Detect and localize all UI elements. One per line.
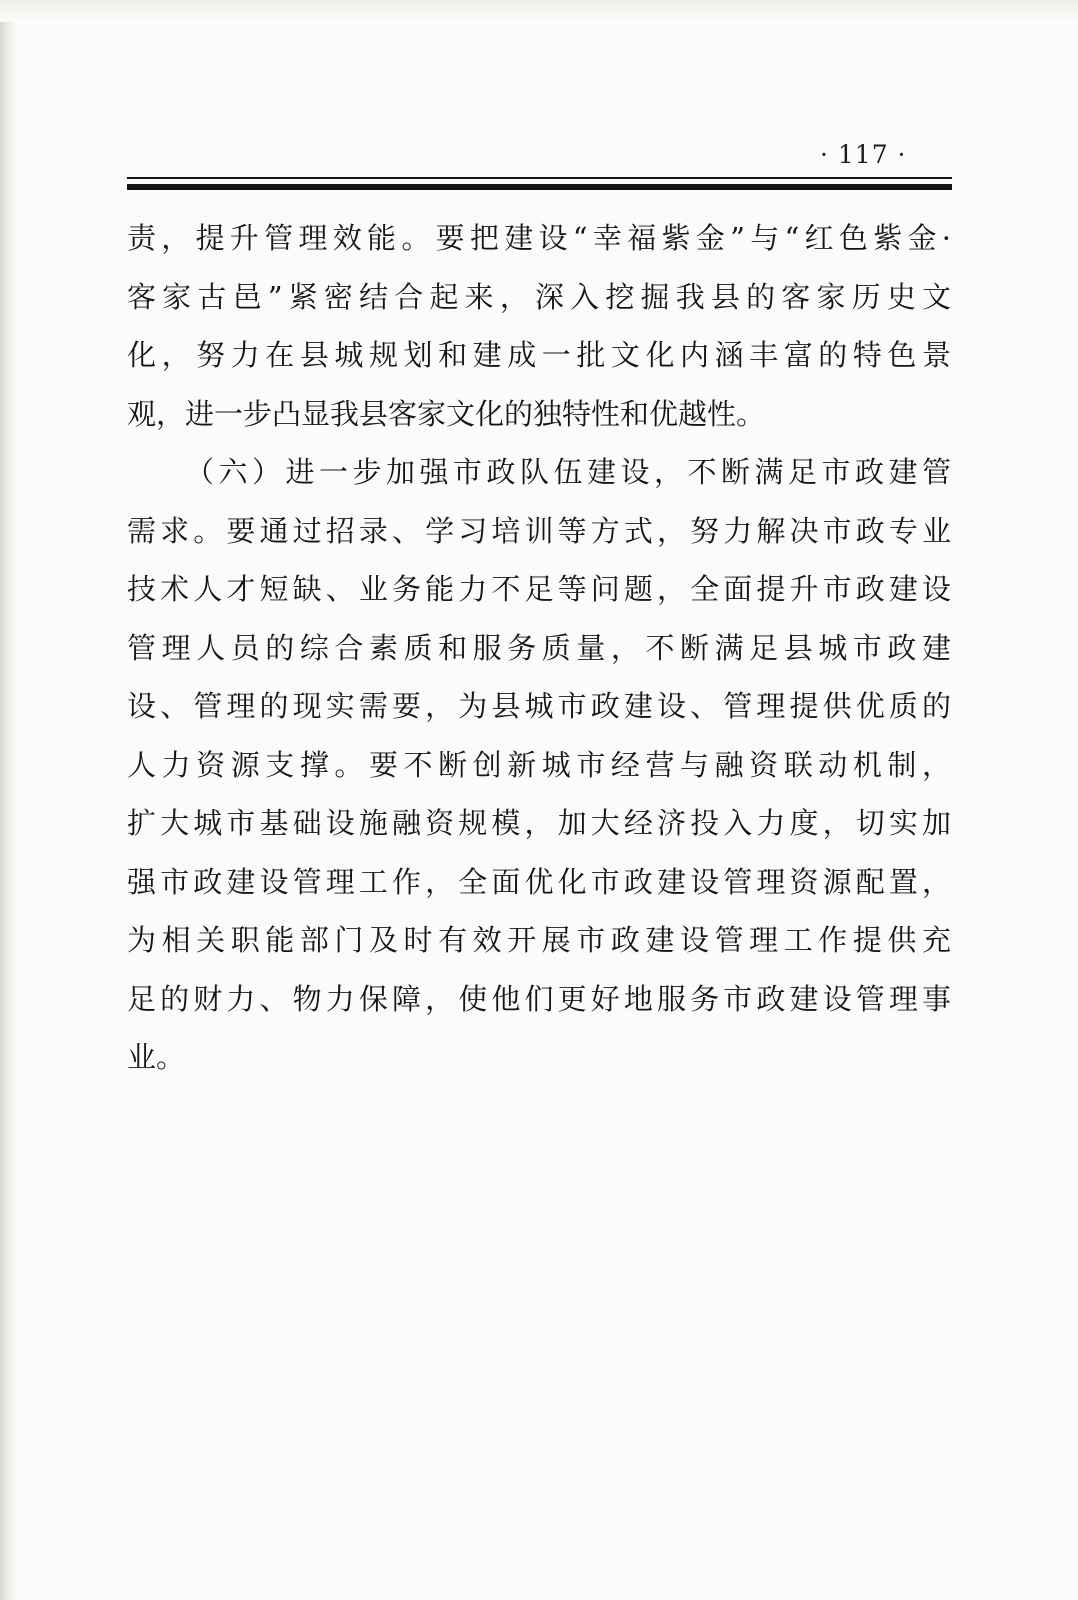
text-line: 技术人才短缺、业务能力不足等问题，全面提升市政建设 [127,572,951,606]
scan-shadow-top [0,0,1078,22]
page-number: · 117 · [820,140,907,169]
text-line: 需求。要通过招录、学习培训等方式，努力解决市政专业 [127,513,951,548]
text-line: 强市政建设管理工作，全面优化市政建设管理资源配置， [127,864,951,899]
body-text [127,209,951,1087]
text-line: 足的财力、物力保障，使他们更好地服务市政建设管理事 [127,981,951,1016]
text-line: 客家古邑”紧密结合起来，深入挖掘我县的客家历史文 [127,279,951,314]
text-line: 管理人员的综合素质和服务质量，不断满足县城市政建 [127,630,951,665]
text-line: 责，提升管理效能。要把建设“幸福紫金”与“红色紫金· [127,221,951,255]
text-line: 扩大城市基础设施融资规模，加大经济投入力度，切实加 [127,806,951,840]
text-line: 业。 [127,1040,186,1074]
text-line: 化，努力在县城规划和建成一批文化内涵丰富的特色景 [127,338,951,372]
text-line: 为相关职能部门及时有效开展市政建设管理工作提供充 [127,923,951,957]
scan-shadow-left [0,0,18,1600]
header-rule-thick [127,184,952,190]
section-heading-line: （六）进一步加强市政队伍建设，不断满足市政建管 [185,455,951,489]
header-rule-thin [127,177,952,179]
text-line: 设、管理的现实需要，为县城市政建设、管理提供优质的 [127,689,951,723]
text-line: 观，进一步凸显我县客家文化的独特性和优越性。 [127,396,766,431]
text-line: 人力资源支撑。要不断创新城市经营与融资联动机制， [127,747,951,782]
